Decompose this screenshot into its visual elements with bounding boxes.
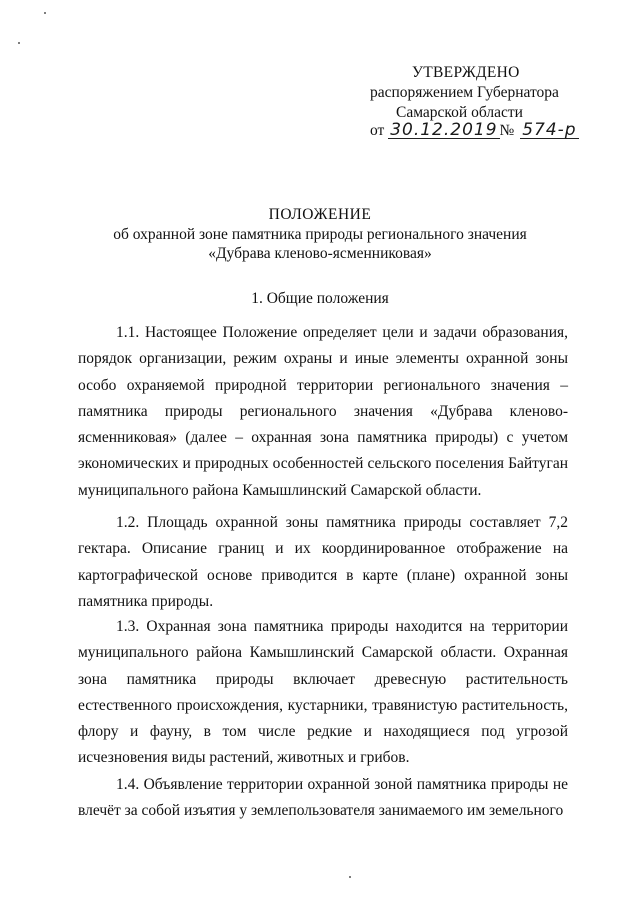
scan-speck xyxy=(18,42,20,44)
paragraph-1-2: 1.2. Площадь охранной зоны памятника природы составляет 7,2 гектара. Описание границ и их координированное отображение на картографической основе приводится в карте (плане) охранной зоны памятника природы. xyxy=(78,514,568,610)
paragraph-1-1: 1.1. Настоящее Положение определяет цели и задачи образования, порядок организации, режим охраны и иные элементы охранной зоны особо охраняемой природной территории регионального значения – памятника природы регионального значения «Дубрава кленово-ясменниковая» (далее – охранная зона памятника природы) с учетом экономических и природных особенностей сельского поселения Байтуган муниципального района Камышлинский Самарской области. xyxy=(78,324,568,499)
section-heading: 1. Общие положения xyxy=(251,290,389,307)
approval-region: Самарской области xyxy=(396,104,523,121)
scan-speck xyxy=(44,12,46,14)
document-subtitle-line2: «Дубрава кленово-ясменниковая» xyxy=(208,245,432,262)
handwritten-number: 574-р xyxy=(522,120,577,140)
approval-date-line xyxy=(370,122,579,140)
number-sign: № xyxy=(499,122,515,139)
paragraph-1-3: 1.3. Охранная зона памятника природы находится на территории муниципального района Камышлинский Самарской области. Охранная зона памятника природы включает древесную растительность естественного происхождения, кустарники, травянистую растительность, флору и фауну, в том числе редкие и находящиеся под угрозой исчезновения виды растений, животных и грибов. xyxy=(78,618,568,767)
scan-speck xyxy=(349,876,351,878)
document-subtitle-line1: об охранной зоне памятника природы регионального значения xyxy=(113,226,527,243)
paragraph-1-4: 1.4. Объявление территории охранной зоной памятника природы не влечёт за собой изъятия у землепользователя занимаемого им земельного xyxy=(78,776,568,820)
handwritten-date: 30.12.2019 xyxy=(390,120,498,140)
document-title: ПОЛОЖЕНИЕ xyxy=(268,206,372,223)
approval-by: распоряжением Губернатора xyxy=(370,84,559,101)
approval-title: УТВЕРЖДЕНО xyxy=(412,64,520,81)
date-prefix: от xyxy=(370,122,385,139)
